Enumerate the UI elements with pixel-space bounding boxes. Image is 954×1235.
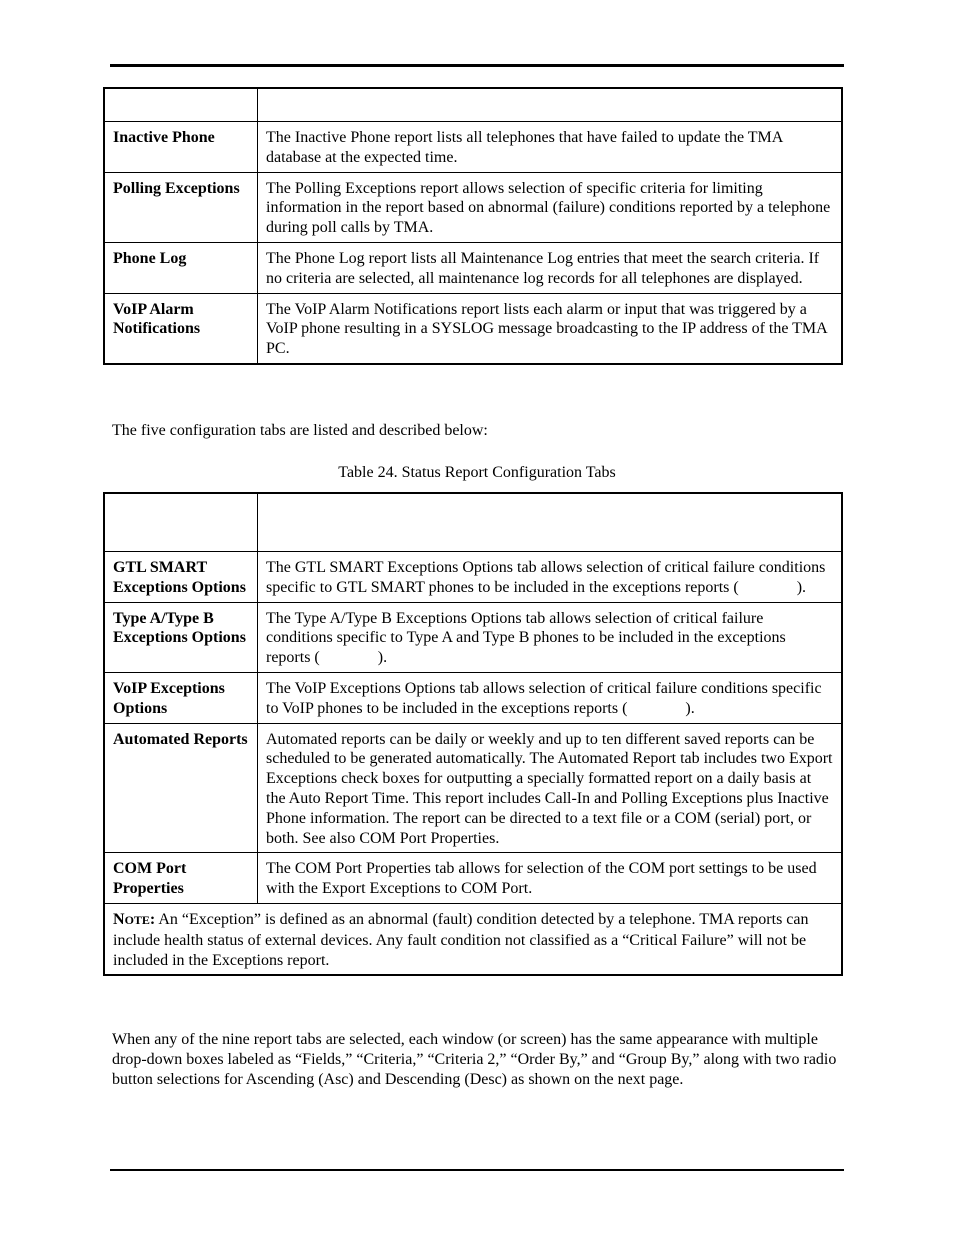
tab-description: The GTL SMART Exceptions Options tab allows selection of critical failure conditions specific to GTL SMART phones to be included in the exceptions reports ( ).	[258, 552, 843, 603]
table-row	[104, 552, 842, 603]
note-row	[104, 903, 842, 975]
header-rule	[110, 64, 844, 67]
table-row	[104, 172, 842, 242]
report-description: The Inactive Phone report lists all telephones that have failed to update the TMA database at the expected time.	[258, 122, 843, 173]
tab-name: VoIP Exceptions Options	[104, 672, 258, 723]
tab-description: The COM Port Properties tab allows for selection of the COM port settings to be used with the Export Exceptions to COM Port.	[258, 853, 843, 904]
table-row	[104, 672, 842, 723]
table-row	[104, 242, 842, 293]
note-label: NOTE:	[113, 910, 156, 928]
table-row	[104, 293, 842, 364]
closing-paragraph: When any of the nine report tabs are selected, each window (or screen) has the same appearance with multiple drop-down boxes labeled as “Fields,” “Criteria,” “Criteria 2,” “Order By,” and “Group By,” along with two radio button selections for Ascending (Asc) and Descending (Desc) as shown on the next page.	[112, 1031, 837, 1088]
footer-rule	[110, 1169, 844, 1171]
report-name: VoIP Alarm Notifications	[104, 293, 258, 364]
table-header-row	[104, 88, 842, 122]
report-name: Phone Log	[104, 242, 258, 293]
tab-description: Automated reports can be daily or weekly and up to ten different saved reports can be scheduled to be generated automatically. The Automated Report tab includes two Export Exceptions check boxes for outputting a specially formatted report on a daily basis at the Auto Report Time. This report includes Call-In and Polling Exceptions plus Inactive Phone information. The report can be directed to a text file or a COM (serial) port, or both. See also COM Port Properties.	[258, 723, 843, 853]
report-description: The VoIP Alarm Notifications report lists each alarm or input that was triggered by a VoIP phone resulting in a SYSLOG message broadcasting to the IP address of the TMA PC.	[258, 293, 843, 364]
table-row	[104, 122, 842, 173]
table-header-cell	[104, 88, 258, 122]
intro-paragraph: The five configuration tabs are listed and described below:	[112, 422, 488, 439]
tab-description: The VoIP Exceptions Options tab allows selection of critical failure conditions specific to VoIP phones to be included in the exceptions reports ( ).	[258, 672, 843, 723]
table-row	[104, 853, 842, 904]
report-description: The Polling Exceptions report allows selection of specific criteria for limiting information in the report based on abnormal (failure) conditions reported by a telephone during poll calls by TMA.	[258, 172, 843, 242]
table-row	[104, 723, 842, 853]
tab-name: Type A/Type B Exceptions Options	[104, 602, 258, 672]
report-name: Polling Exceptions	[104, 172, 258, 242]
report-name: Inactive Phone	[104, 122, 258, 173]
tab-name: GTL SMART Exceptions Options	[104, 552, 258, 603]
report-description: The Phone Log report lists all Maintenance Log entries that meet the search criteria. If no criteria are selected, all maintenance log records for all telephones are displayed.	[258, 242, 843, 293]
tab-description: The Type A/Type B Exceptions Options tab allows selection of critical failure conditions specific to Type A and Type B phones to be included in the exceptions reports ( ).	[258, 602, 843, 672]
table-header-cell	[104, 493, 258, 552]
table-caption: Table 24. Status Report Configuration Tabs	[338, 464, 616, 481]
table-header-cell	[258, 493, 843, 552]
configuration-tabs-table	[103, 492, 843, 976]
tab-name: Automated Reports	[104, 723, 258, 853]
table-header-row	[104, 493, 842, 552]
note-cell	[104, 903, 842, 975]
table-header-cell	[258, 88, 843, 122]
table-row	[104, 602, 842, 672]
report-descriptions-table	[103, 87, 843, 365]
note-text: An “Exception” is defined as an abnormal (fault) condition detected by a telephone. TMA reports can include health status of external devices. Any fault condition not classified as a “Critical Failure” will not be included in the Exceptions report.	[113, 910, 809, 969]
tab-name: COM Port Properties	[104, 853, 258, 904]
